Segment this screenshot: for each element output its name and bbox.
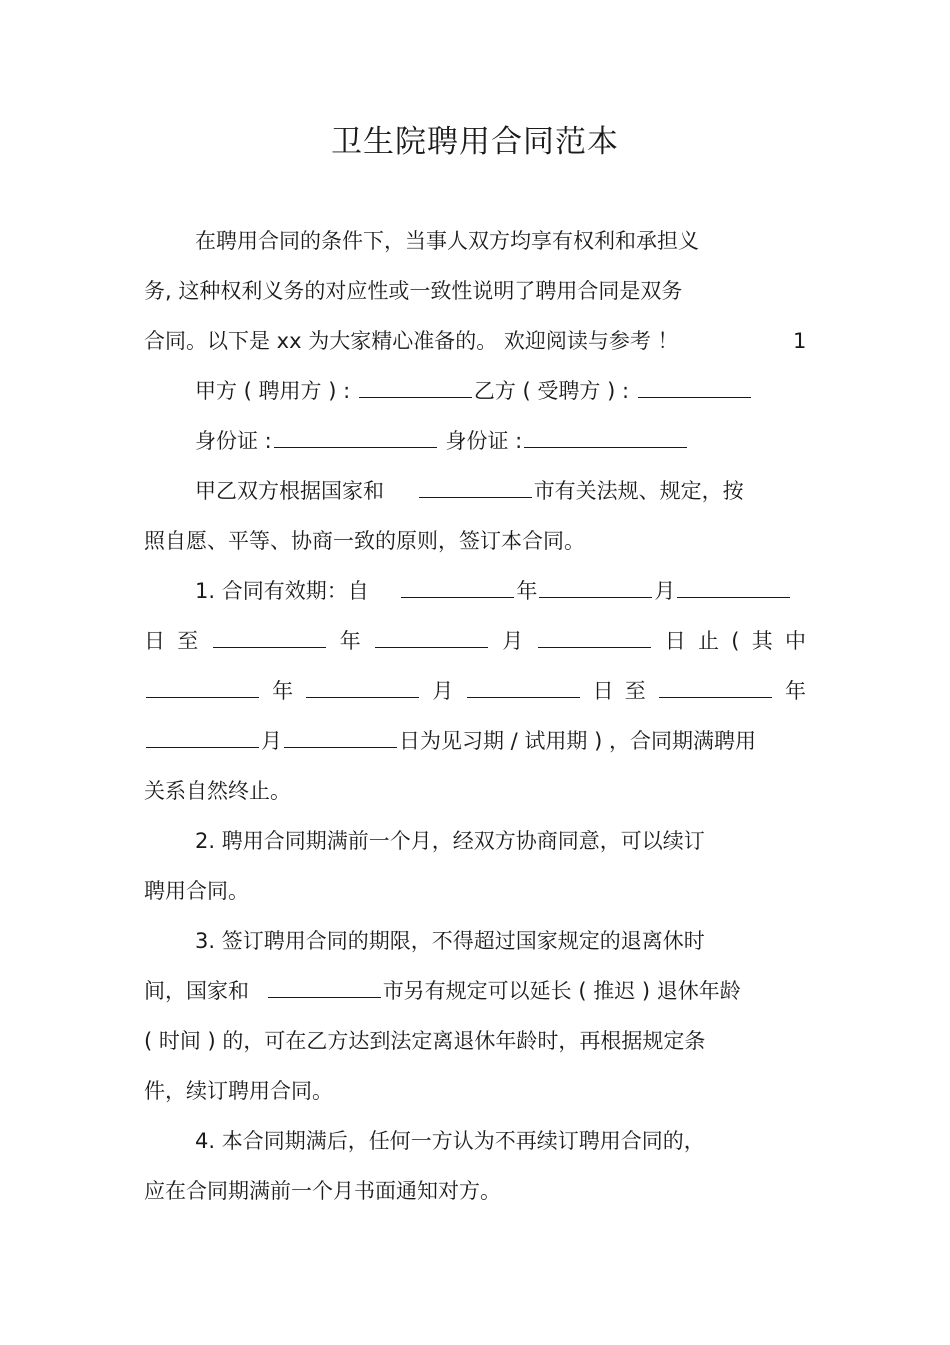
month-label: 月 — [502, 629, 524, 653]
clause4-line-1: 4. 本合同期满后，任何一方认为不再续订聘用合同的， — [195, 1129, 705, 1153]
basis-line-2: 照自愿、平等、协商一致的原则，签订本合同。 — [144, 529, 585, 553]
trial-text: 日为见习期 / 试用期 ) ，合同期满聘用 — [399, 729, 756, 753]
intro-line-2: 务, 这种权利义务的对应性或一致性说明了聘用合同是双务 — [144, 279, 683, 303]
year-label: 年 — [272, 679, 294, 703]
parties-line — [195, 376, 753, 406]
clause3-line-2 — [144, 976, 741, 1006]
page-marker: 1 — [793, 329, 807, 353]
intro-line-3: 合同。以下是 xx 为大家精心准备的。 欢迎阅读与参考 ！ — [144, 329, 679, 353]
clause3-part-a: 间，国家和 — [144, 979, 249, 1003]
clause2-line-2: 聘用合同。 — [144, 879, 249, 903]
party-a-label: 甲方 ( 聘用方 ) : — [195, 379, 351, 403]
city-blank[interactable] — [419, 477, 532, 498]
trial-end-year-blank[interactable] — [659, 677, 772, 698]
end-month-blank[interactable] — [375, 627, 488, 648]
trial-end-month-blank[interactable] — [146, 727, 259, 748]
clause1-line-3 — [144, 676, 806, 706]
start-year-blank[interactable] — [401, 577, 514, 598]
clause3-line-4: 件，续订聘用合同。 — [144, 1079, 333, 1103]
start-month-blank[interactable] — [539, 577, 652, 598]
to-label: 至 — [624, 679, 646, 703]
trial-start-day-blank[interactable] — [467, 677, 580, 698]
month-label: 月 — [261, 729, 282, 753]
day-label: 日 — [664, 629, 686, 653]
basis-line-1 — [195, 476, 744, 506]
clause1-line-5: 关系自然终止。 — [144, 779, 291, 803]
day-label: 日 — [144, 629, 165, 653]
qi-label: 其 — [751, 629, 773, 653]
party-b-label: 乙方 ( 受聘方 ) : — [473, 379, 630, 403]
trial-end-day-blank[interactable] — [284, 727, 397, 748]
party-b-blank[interactable] — [638, 377, 751, 398]
day-label: 日 — [592, 679, 614, 703]
end-day-blank[interactable] — [538, 627, 651, 648]
paren-open: ( — [731, 629, 740, 653]
basis-part-1: 甲乙双方根据国家和 — [195, 479, 384, 503]
id-b-label: 身份证 : — [445, 429, 523, 453]
end-year-blank[interactable] — [213, 627, 326, 648]
start-day-blank[interactable] — [677, 577, 790, 598]
end-label: 止 — [698, 629, 719, 653]
zhong-label: 中 — [784, 629, 806, 653]
trial-start-year-blank[interactable] — [146, 677, 259, 698]
clause1-line-1 — [195, 576, 792, 606]
document-title: 卫生院聘用合同范本 — [331, 124, 619, 160]
clause1-line-4 — [144, 726, 756, 756]
id-a-blank[interactable] — [274, 427, 437, 448]
month-label: 月 — [432, 679, 454, 703]
clause2-line-1: 2. 聘用合同期满前一个月，经双方协商同意，可以续订 — [195, 829, 705, 853]
basis-part-2: 市有关法规、规定，按 — [533, 479, 744, 503]
intro-line-1: 在聘用合同的条件下，当事人双方均享有权利和承担义 — [195, 229, 699, 253]
clause3-line-1: 3. 签订聘用合同的期限，不得超过国家规定的退离休时 — [195, 929, 705, 953]
clause1-start: 1. 合同有效期：自 — [195, 579, 369, 603]
year-label: 年 — [516, 579, 538, 603]
clause1-line-2 — [144, 626, 806, 656]
city-blank-2[interactable] — [268, 977, 381, 998]
year-label: 年 — [339, 629, 361, 653]
year-label: 年 — [785, 679, 806, 703]
month-label: 月 — [654, 579, 676, 603]
id-line — [195, 426, 689, 456]
id-a-label: 身份证 : — [195, 429, 272, 453]
trial-start-month-blank[interactable] — [306, 677, 419, 698]
clause3-part-b: 市另有规定可以延长 ( 推迟 ) 退休年龄 — [382, 979, 741, 1003]
clause3-line-3: ( 时间 ) 的，可在乙方达到法定离退休年龄时，再根据规定条 — [144, 1029, 706, 1053]
to-label: 至 — [177, 629, 199, 653]
id-b-blank[interactable] — [524, 427, 687, 448]
party-a-blank[interactable] — [359, 377, 472, 398]
clause4-line-2: 应在合同期满前一个月书面通知对方。 — [144, 1179, 501, 1203]
